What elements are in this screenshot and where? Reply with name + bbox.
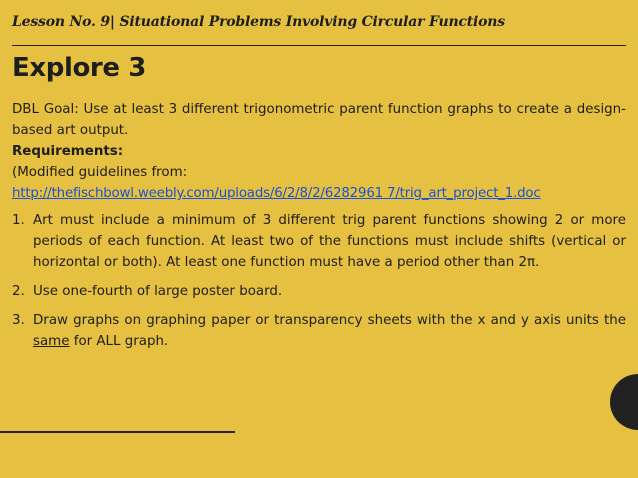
source-link[interactable]: http://thefischbowl.weebly.com/uploads/6/2/8/2/6282961 7/trig_art_project_1.doc xyxy=(12,186,541,201)
title-divider xyxy=(12,45,626,46)
item-text-underlined: same xyxy=(33,334,70,349)
dbl-goal-text: DBL Goal: Use at least 3 different trigonometric parent function graphs to create a design-based art output. xyxy=(12,102,626,138)
source-prefix: (Modified guidelines from: xyxy=(12,165,188,180)
list-item xyxy=(12,210,626,273)
list-item-number: 2. xyxy=(12,284,25,299)
list-item-text: Art must include a minimum of 3 different trig parent functions showing 2 or more periods of each function. At least two of the functions must include shifts (vertical or horizontal or both). At least one function must have a period other than 2π. xyxy=(33,213,626,270)
list-item-text xyxy=(33,310,626,352)
lesson-title: Lesson No. 9| Situational Problems Involving Circular Functions xyxy=(12,14,505,30)
bottom-divider xyxy=(0,431,235,433)
list-item xyxy=(12,281,626,302)
item-text-after: for ALL graph. xyxy=(69,334,169,349)
slide-content xyxy=(12,99,626,360)
list-item-text: Use one-fourth of large poster board. xyxy=(33,284,283,299)
item-text-before: Draw graphs on graphing paper or transparency sheets with the x and y axis units the xyxy=(33,313,626,328)
slide-nav-circle[interactable] xyxy=(610,374,638,430)
list-item xyxy=(12,310,626,352)
slide-heading: Explore 3 xyxy=(12,53,146,83)
list-item-number: 3. xyxy=(12,313,25,328)
list-item-number: 1. xyxy=(12,213,25,228)
requirements-list xyxy=(12,210,626,352)
requirements-label: Requirements: xyxy=(12,144,124,159)
